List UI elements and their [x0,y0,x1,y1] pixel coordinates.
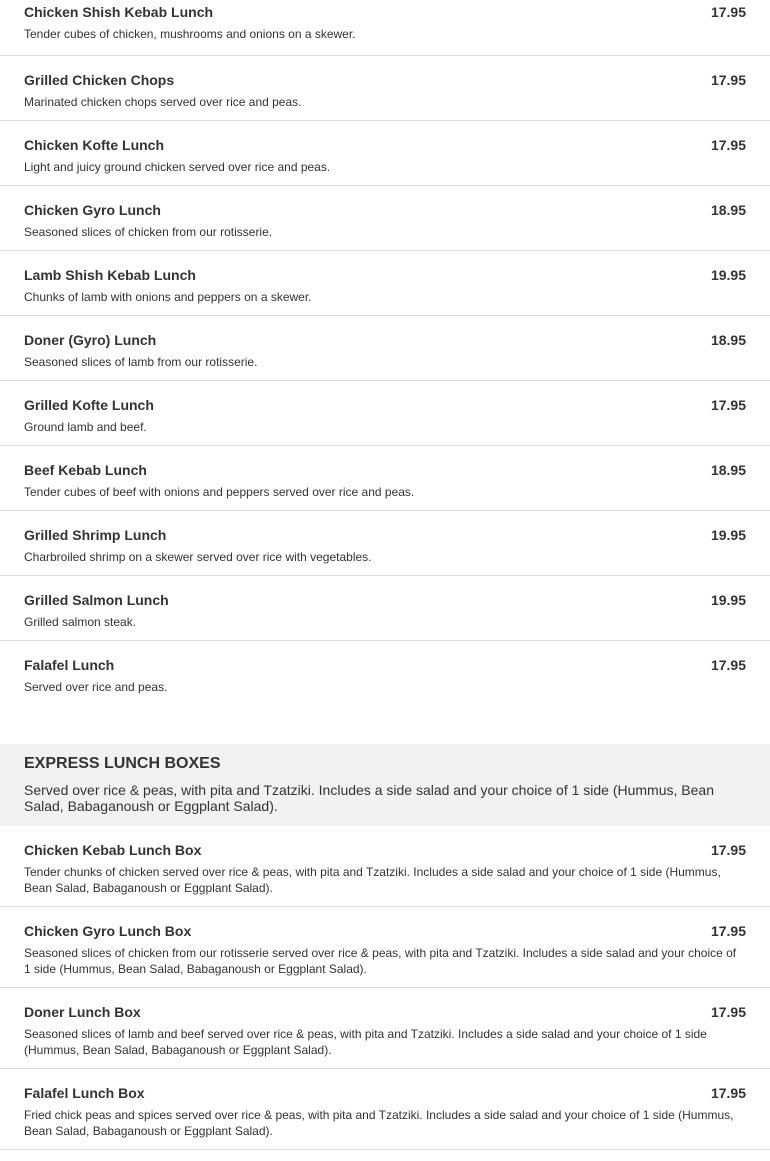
menu-item-header [24,121,746,153]
menu-item-name: Chicken Kofte Lunch [24,137,165,153]
menu-item-description: Seasoned slices of chicken from our rotisserie served over rice & peas, with pita and Tzatziki. Includes a side salad and your choice of 1 side (Hummus, Bean Salad, Babaganoush or Eggplant Salad). [24,946,737,976]
menu-item-header [24,56,746,88]
menu-item-name: Beef Kebab Lunch [24,462,147,478]
menu-item-header [24,251,746,283]
menu-item-description: Grilled salmon steak. [24,615,137,629]
menu-item-name: Falafel Lunch Box [24,1085,145,1101]
menu-item-price: 19.95 [710,267,746,283]
menu-item-name: Grilled Chicken Chops [24,72,175,88]
menu-item-header [24,381,746,413]
menu-item[interactable] [0,381,770,446]
menu-item[interactable] [0,1069,770,1150]
menu-item[interactable] [0,576,770,641]
menu-item-price: 17.95 [710,137,746,153]
menu-item-description: Light and juicy ground chicken served over rice and peas. [24,160,331,174]
menu-item-price: 17.95 [710,397,746,413]
menu-item-description: Seasoned slices of lamb and beef served over rice & peas, with pita and Tzatziki. Includes a side salad and your choice of 1 side (Hummus, Bean Salad, Babaganoush or Eggplant Salad). [24,1027,707,1057]
menu-item-header [24,842,746,858]
menu-item[interactable] [0,186,770,251]
menu-item-name: Grilled Salmon Lunch [24,592,169,608]
menu-item-header [24,0,746,20]
section-description: Served over rice & peas, with pita and Tzatziki. Includes a side salad and your choice of 1 side (Hummus, Bean Salad, Babaganoush or Eggplant Salad). [24,782,714,814]
menu-item-price: 17.95 [710,923,746,939]
menu-item-description: Seasoned slices of chicken from our rotisserie. [24,225,273,239]
menu-item-price: 19.95 [710,527,746,543]
menu-item-header [24,511,746,543]
menu-item-price: 17.95 [710,1004,746,1020]
menu-item[interactable] [0,511,770,576]
menu-item[interactable] [0,316,770,381]
menu-item-name: Chicken Gyro Lunch Box [24,923,192,939]
menu-item-name: Chicken Shish Kebab Lunch [24,4,214,20]
menu-item-name: Chicken Gyro Lunch [24,202,161,218]
menu-item-description: Charbroiled shrimp on a skewer served over rice with vegetables. [24,550,372,564]
menu-item-description: Ground lamb and beef. [24,420,147,434]
menu-item[interactable] [0,121,770,186]
menu-item-price: 18.95 [710,202,746,218]
menu-item-price: 17.95 [710,657,746,673]
menu-item-name: Grilled Shrimp Lunch [24,527,167,543]
menu-item-name: Doner Lunch Box [24,1004,141,1020]
menu-item[interactable] [0,446,770,511]
menu-item-name: Chicken Kebab Lunch Box [24,842,202,858]
menu-item-header [24,186,746,218]
menu-item[interactable] [0,56,770,121]
section-title: EXPRESS LUNCH BOXES [24,755,221,772]
menu-item-description: Seasoned slices of lamb from our rotisserie. [24,355,258,369]
menu-item-description: Chunks of lamb with onions and peppers on a skewer. [24,290,312,304]
menu-item-price: 17.95 [710,842,746,858]
menu-item-name: Doner (Gyro) Lunch [24,332,157,348]
menu-item-header [24,641,746,673]
menu-item-header [24,576,746,608]
menu-item-header [24,923,746,939]
menu-item[interactable] [0,641,770,744]
menu-item-price: 17.95 [710,1085,746,1101]
menu-item-header [24,446,746,478]
menu-item-price: 17.95 [710,72,746,88]
menu-item-description: Tender cubes of beef with onions and peppers served over rice and peas. [24,485,415,499]
menu-item[interactable] [0,251,770,316]
menu-item-description: Marinated chicken chops served over rice and peas. [24,95,302,109]
menu-item[interactable] [0,0,770,56]
menu-item-description: Fried chick peas and spices served over rice & peas, with pita and Tzatziki. Includes a side salad and your choice of 1 side (Hummus, Bean Salad, Babaganoush or Eggplant Salad). [24,1108,734,1138]
menu-item-description: Tender cubes of chicken, mushrooms and onions on a skewer. [24,27,356,41]
menu-item-name: Lamb Shish Kebab Lunch [24,267,196,283]
menu-item-description: Tender chunks of chicken served over rice & peas, with pita and Tzatziki. Includes a side salad and your choice of 1 side (Hummus, Bean Salad, Babaganoush or Eggplant Salad). [24,865,721,895]
menu-item-name: Falafel Lunch [24,657,115,673]
menu-item-header [24,1085,746,1101]
menu-item[interactable] [0,988,770,1069]
menu-item-price: 19.95 [710,592,746,608]
menu-item-header [24,1004,746,1020]
menu-item-description: Served over rice and peas. [24,680,168,694]
menu-item-price: 17.95 [710,4,746,20]
menu-item-header [24,316,746,348]
menu-item-name: Grilled Kofte Lunch [24,397,154,413]
express-lunch-boxes-section-header [0,744,770,826]
menu-item[interactable] [0,826,770,907]
menu-item-price: 18.95 [710,462,746,478]
menu-item[interactable] [0,907,770,988]
menu-item-price: 18.95 [710,332,746,348]
